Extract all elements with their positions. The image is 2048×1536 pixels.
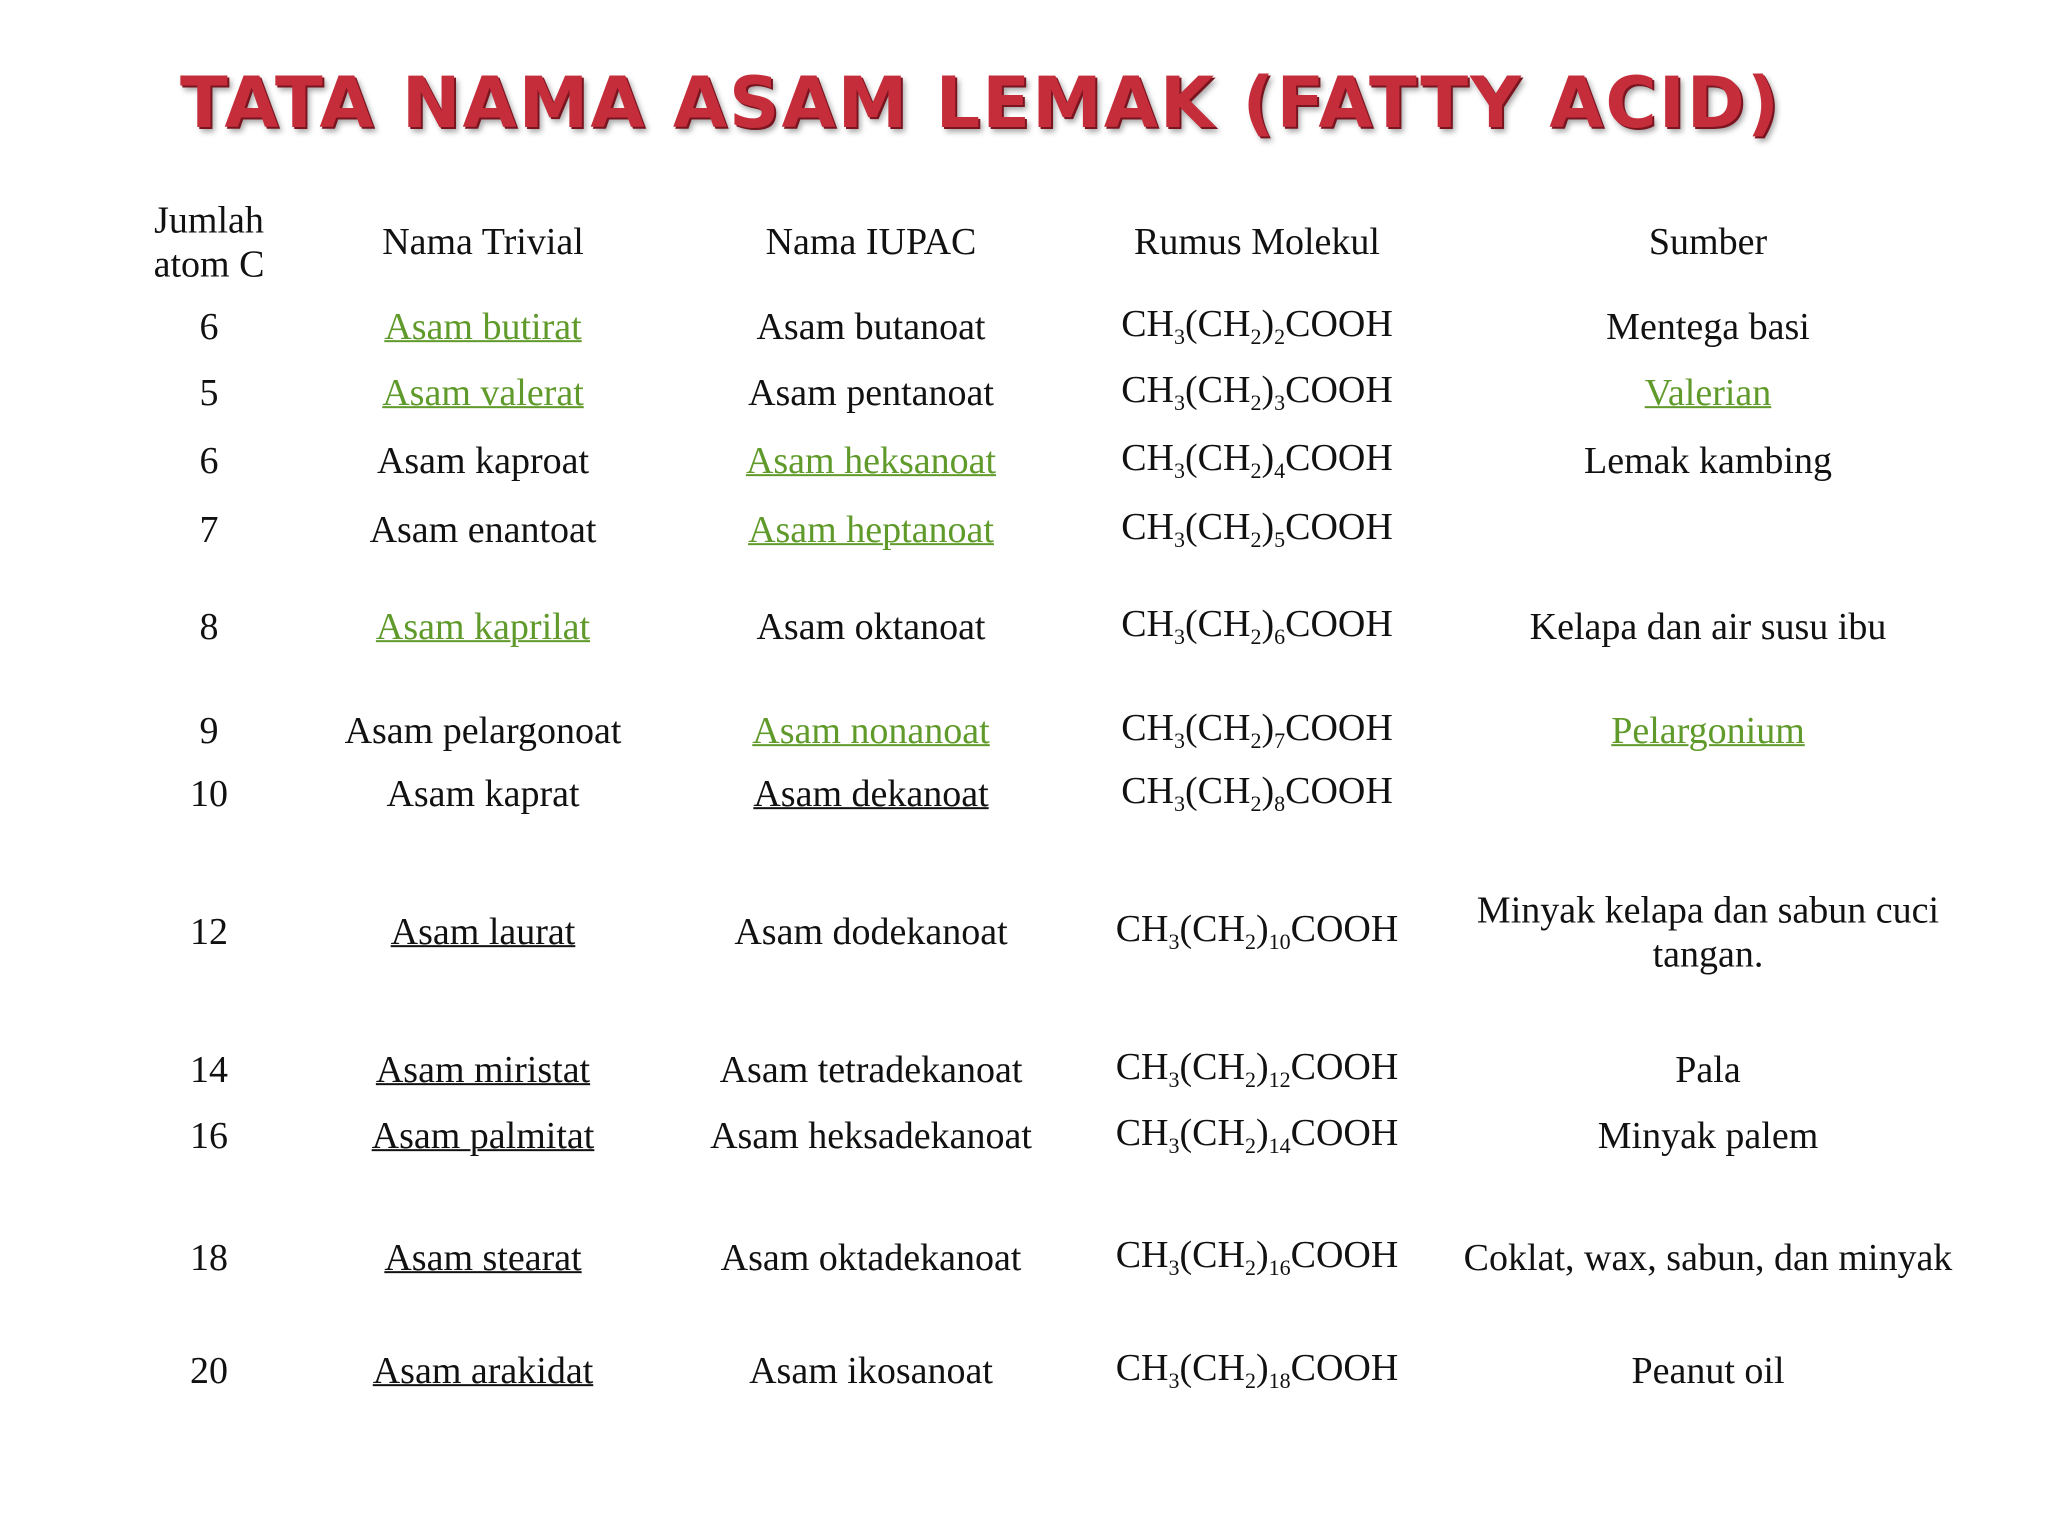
formula-subscript: 3: [1168, 1368, 1180, 1394]
formula-part: (CH: [1185, 369, 1251, 412]
formula-part: ): [1255, 1347, 1269, 1390]
formula-subscript: 3: [1174, 728, 1185, 754]
formula-subscript: 5: [1274, 527, 1286, 553]
cell-formula: [1121, 303, 1393, 350]
formula-subscript: 3: [1168, 1067, 1180, 1093]
cell-trivial: Asam kaproat: [376, 440, 590, 483]
cell-carbons: 12: [190, 911, 228, 954]
formula-subscript: 6: [1274, 624, 1286, 650]
cell-carbons: 5: [199, 372, 219, 415]
cell-carbons: 8: [199, 606, 219, 649]
formula-part: ): [1261, 437, 1275, 480]
cell-iupac[interactable]: Asam heptanoat: [748, 509, 994, 552]
cell-iupac: Asam oktadekanoat: [720, 1237, 1022, 1280]
header-iupac: Nama IUPAC: [765, 221, 977, 264]
page-title: TATA NAMA ASAM LEMAK (FATTY ACID): [180, 62, 1781, 144]
formula-part: COOH: [1290, 1347, 1399, 1390]
cell-formula: [1115, 1347, 1399, 1394]
cell-source: Lemak kambing: [1584, 440, 1832, 483]
formula-part: COOH: [1285, 707, 1393, 750]
formula-part: CH: [1115, 1234, 1169, 1277]
formula-part: COOH: [1290, 1234, 1399, 1277]
formula-subscript: 4: [1274, 458, 1286, 484]
formula-subscript: 7: [1274, 728, 1286, 754]
formula-subscript: 2: [1274, 324, 1286, 350]
cell-carbons: 14: [190, 1049, 228, 1092]
cell-trivial[interactable]: Asam palmitat: [371, 1115, 595, 1158]
header-source: Sumber: [1648, 221, 1768, 264]
formula-part: COOH: [1285, 437, 1393, 480]
cell-source: Mentega basi: [1606, 306, 1810, 349]
formula-part: CH: [1121, 303, 1174, 346]
formula-subscript: 16: [1268, 1255, 1291, 1281]
cell-iupac: Asam tetradekanoat: [719, 1049, 1023, 1092]
formula-subscript: 3: [1174, 458, 1185, 484]
formula-part: (CH: [1185, 770, 1251, 813]
cell-iupac: Asam pentanoat: [748, 372, 994, 415]
formula-part: ): [1261, 707, 1275, 750]
cell-trivial: Asam enantoat: [369, 509, 597, 552]
cell-carbons: 6: [199, 440, 219, 483]
formula-subscript: 3: [1168, 1255, 1180, 1281]
formula-part: CH: [1121, 437, 1174, 480]
formula-subscript: 3: [1174, 624, 1185, 650]
formula-subscript: 2: [1250, 458, 1262, 484]
cell-iupac: Asam butanoat: [756, 306, 986, 349]
formula-part: CH: [1121, 707, 1174, 750]
formula-part: CH: [1115, 1112, 1169, 1155]
formula-part: ): [1261, 369, 1275, 412]
formula-subscript: 12: [1268, 1067, 1291, 1093]
formula-subscript: 2: [1250, 324, 1262, 350]
formula-part: COOH: [1285, 603, 1393, 646]
cell-formula: [1121, 770, 1393, 817]
header-carbons: [154, 199, 265, 286]
formula-subscript: 3: [1168, 1133, 1180, 1159]
formula-part: CH: [1121, 369, 1174, 412]
cell-trivial: Asam kaprat: [386, 773, 580, 816]
cell-trivial[interactable]: Asam butirat: [384, 306, 582, 349]
cell-source: Peanut oil: [1631, 1350, 1785, 1393]
header-trivial: Nama Trivial: [382, 221, 584, 264]
formula-part: COOH: [1285, 303, 1393, 346]
formula-part: ): [1255, 1112, 1269, 1155]
cell-iupac[interactable]: Asam nonanoat: [752, 710, 990, 753]
cell-formula: [1121, 506, 1393, 553]
formula-part: ): [1261, 770, 1275, 813]
formula-part: CH: [1121, 770, 1174, 813]
cell-carbons: 16: [190, 1115, 228, 1158]
cell-formula: [1121, 369, 1393, 416]
formula-part: (CH: [1179, 1234, 1245, 1277]
cell-iupac: Asam ikosanoat: [749, 1350, 993, 1393]
cell-carbons: 6: [199, 306, 219, 349]
formula-subscript: 18: [1268, 1368, 1291, 1394]
formula-subscript: 3: [1168, 929, 1180, 955]
cell-formula: [1121, 603, 1393, 650]
cell-source: Minyak palem: [1597, 1115, 1819, 1158]
formula-part: ): [1255, 908, 1269, 951]
cell-formula: [1121, 707, 1393, 754]
formula-part: (CH: [1185, 303, 1251, 346]
cell-carbons: 10: [190, 773, 228, 816]
formula-part: ): [1261, 603, 1275, 646]
header-formula: Rumus Molekul: [1134, 221, 1380, 264]
cell-source: Coklat, wax, sabun, dan minyak: [1463, 1237, 1953, 1280]
cell-source: Minyak kelapa dan sabun cuci tangan.: [1476, 889, 1940, 975]
cell-trivial: Asam pelargonoat: [344, 710, 622, 753]
cell-source: Kelapa dan air susu ibu: [1529, 606, 1887, 649]
formula-part: (CH: [1179, 1347, 1245, 1390]
formula-part: CH: [1115, 1046, 1169, 1089]
cell-formula: [1115, 908, 1399, 955]
formula-part: CH: [1121, 506, 1174, 549]
cell-iupac[interactable]: Asam heksanoat: [745, 440, 997, 483]
formula-subscript: 2: [1244, 1255, 1256, 1281]
formula-subscript: 3: [1174, 324, 1185, 350]
formula-subscript: 2: [1250, 390, 1262, 416]
formula-subscript: 3: [1174, 390, 1185, 416]
formula-part: COOH: [1290, 1112, 1399, 1155]
cell-trivial[interactable]: Asam arakidat: [372, 1350, 594, 1393]
formula-subscript: 2: [1244, 1368, 1256, 1394]
cell-carbons: 9: [199, 710, 219, 753]
formula-part: COOH: [1290, 908, 1399, 951]
formula-part: COOH: [1290, 1046, 1399, 1089]
cell-formula: [1115, 1046, 1399, 1093]
formula-part: CH: [1115, 1347, 1169, 1390]
cell-trivial[interactable]: Asam miristat: [375, 1049, 591, 1092]
cell-iupac: Asam dodekanoat: [734, 911, 1008, 954]
formula-subscript: 2: [1250, 791, 1262, 817]
formula-part: (CH: [1179, 908, 1245, 951]
cell-trivial[interactable]: Asam stearat: [384, 1237, 582, 1280]
formula-subscript: 2: [1250, 624, 1262, 650]
formula-part: ): [1261, 303, 1275, 346]
formula-subscript: 2: [1244, 1133, 1256, 1159]
formula-part: (CH: [1179, 1046, 1245, 1089]
formula-subscript: 2: [1244, 929, 1256, 955]
cell-source[interactable]: Pelargonium: [1611, 710, 1805, 753]
cell-source: Pala: [1675, 1049, 1741, 1092]
cell-iupac: Asam oktanoat: [756, 606, 986, 649]
formula-part: COOH: [1285, 770, 1393, 813]
cell-carbons: 7: [199, 509, 219, 552]
formula-subscript: 2: [1250, 728, 1262, 754]
cell-trivial[interactable]: Asam valerat: [382, 372, 584, 415]
formula-part: ): [1255, 1046, 1269, 1089]
formula-part: (CH: [1179, 1112, 1245, 1155]
formula-part: (CH: [1185, 603, 1251, 646]
formula-subscript: 3: [1174, 527, 1185, 553]
formula-part: ): [1255, 1234, 1269, 1277]
formula-part: (CH: [1185, 437, 1251, 480]
cell-formula: [1115, 1112, 1399, 1159]
formula-part: CH: [1121, 603, 1174, 646]
cell-trivial[interactable]: Asam kaprilat: [375, 606, 591, 649]
formula-part: (CH: [1185, 707, 1251, 750]
cell-carbons: 20: [190, 1350, 228, 1393]
formula-subscript: 2: [1244, 1067, 1256, 1093]
formula-part: COOH: [1285, 369, 1393, 412]
formula-subscript: 10: [1268, 929, 1291, 955]
formula-subscript: 8: [1274, 791, 1286, 817]
formula-subscript: 2: [1250, 527, 1262, 553]
formula-part: ): [1261, 506, 1275, 549]
formula-part: (CH: [1185, 506, 1251, 549]
formula-subscript: 3: [1274, 390, 1286, 416]
cell-formula: [1115, 1234, 1399, 1281]
cell-carbons: 18: [190, 1237, 228, 1280]
cell-iupac: Asam heksadekanoat: [710, 1115, 1032, 1158]
formula-part: CH: [1115, 908, 1169, 951]
cell-formula: [1121, 437, 1393, 484]
formula-subscript: 3: [1174, 791, 1185, 817]
header-carbons-line1: Jumlah: [154, 199, 264, 242]
cell-trivial[interactable]: Asam laurat: [390, 911, 576, 954]
header-carbons-line2: atom C: [153, 243, 265, 285]
cell-iupac[interactable]: Asam dekanoat: [753, 773, 989, 816]
formula-part: COOH: [1285, 506, 1393, 549]
cell-source[interactable]: Valerian: [1644, 372, 1772, 415]
formula-subscript: 14: [1268, 1133, 1291, 1159]
